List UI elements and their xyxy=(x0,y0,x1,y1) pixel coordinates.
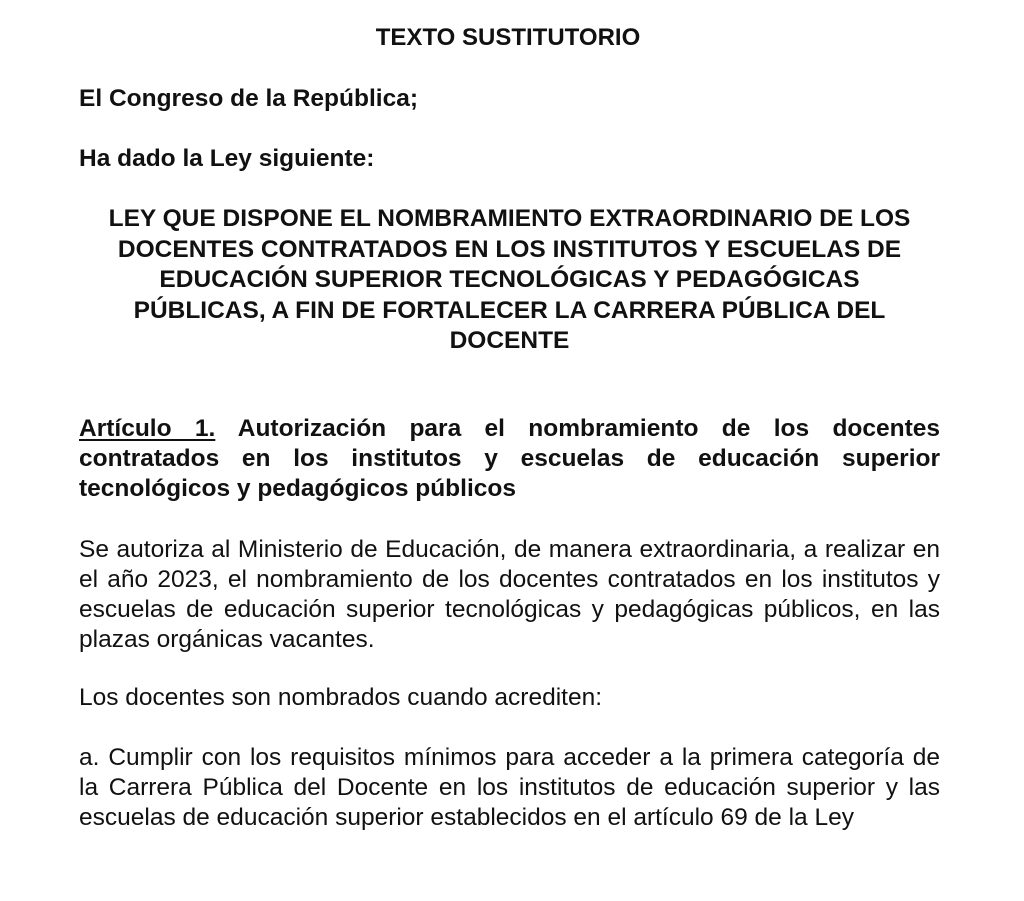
law-title-line: PÚBLICAS, A FIN DE FORTALECER LA CARRERA PÚBLICA DEL xyxy=(133,296,886,324)
article-1-heading xyxy=(79,414,940,504)
article-1-paragraph-1: Se autoriza al Ministerio de Educación, de manera extraordinaria, a realizar en el año 2023, el nombramiento de los docentes contratados en los institutos y escuelas de educación superior tecnológicas y pedagógicas públicos, en las plazas orgánicas vacantes. xyxy=(79,536,940,653)
congress-line: El Congreso de la República; xyxy=(79,85,418,112)
law-title-line: EDUCACIÓN SUPERIOR TECNOLÓGICAS Y PEDAGÓGICAS xyxy=(159,266,860,293)
law-given-line: Ha dado la Ley siguiente: xyxy=(79,145,375,172)
document-header-title: TEXTO SUSTITUTORIO xyxy=(375,24,641,51)
law-title-line: LEY QUE DISPONE EL NOMBRAMIENTO EXTRAORDINARIO DE LOS xyxy=(108,205,911,232)
article-1-item-a: a. Cumplir con los requisitos mínimos para acceder a la primera categoría de la Carrera Pública del Docente en los institutos de educación superior y las escuelas de educación superior establecidos en el artículo 69 de la Ley xyxy=(79,744,940,831)
article-1-number: Artículo 1. xyxy=(79,415,216,442)
article-1-paragraph-2: Los docentes son nombrados cuando acrediten: xyxy=(79,684,603,711)
law-title-line: DOCENTES CONTRATADOS EN LOS INSTITUTOS Y ESCUELAS DE xyxy=(117,235,902,263)
article-1-heading-text: Autorización para el nombramiento de los docentes contratados en los institutos y escuelas de educación superior tecnológicos y pedagógicos públicos xyxy=(79,415,941,502)
law-title xyxy=(79,204,940,357)
law-title-line: DOCENTE xyxy=(449,327,570,354)
